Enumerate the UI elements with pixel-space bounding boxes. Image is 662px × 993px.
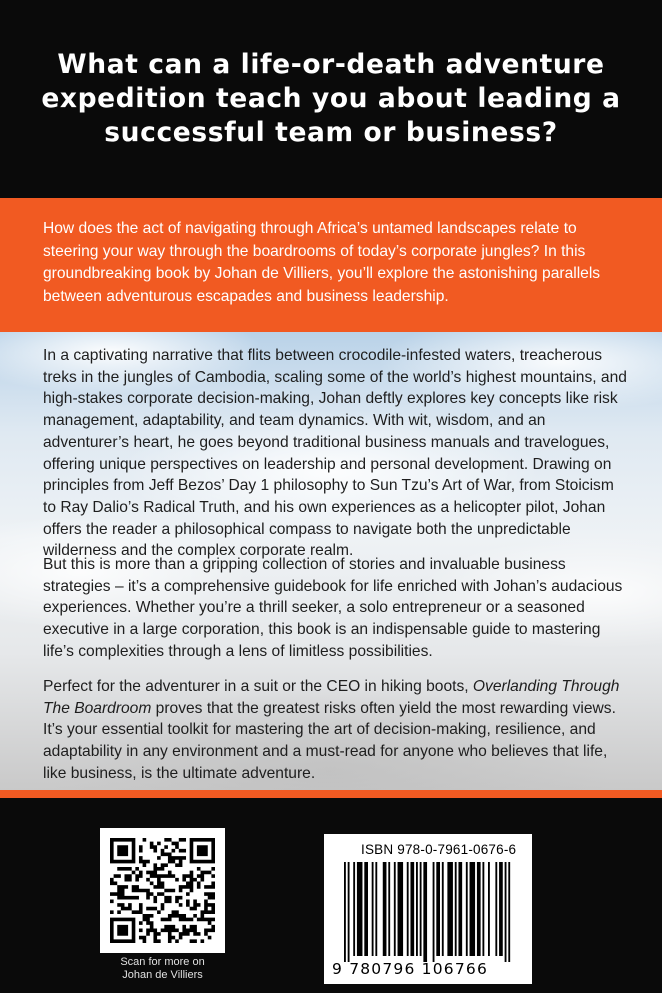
qr-code[interactable] [100,828,225,953]
body-paragraph-2: But this is more than a gripping collection of stories and invaluable business strategies – it’s a comprehensive guidebook for life enriched with Johan’s audacious experiences. Whether you’re a thrill seeker, a solo entrepreneur or a seasoned executive in a large corporation, this book is an indispensable guide to mastering life’s complexities through a lens of limitless possibilities. [43,556,623,660]
qr-caption-line-1: Scan for more on [120,956,205,968]
headline: What can a life-or-death adventure expedition teach you about leading a successful team or business? [41,49,621,148]
isbn-barcode-box [324,834,532,984]
barcode-icon [344,862,512,962]
isbn-digits: 9 780796 106766 [332,960,489,978]
isbn-label: ISBN 978-0-7961-0676-6 [361,842,517,857]
body-paragraph-3-lead: Perfect for the adventurer in a suit or the CEO in hiking boots, [43,678,473,695]
qr-code-icon [110,838,215,943]
intro-paragraph: How does the act of navigating through Africa’s untamed landscapes relate to steering your way through the boardrooms of today’s corporate jungles? In this groundbreaking book by Johan de Villiers, you’ll explore the astonishing parallels between adventurous escapades and business leadership. [43,220,601,305]
sky-background-section [0,332,662,790]
accent-stripe [0,790,662,798]
body-paragraph-3-rest: proves that the greatest risks often yield the most rewarding views. It’s your essential toolkit for mastering the art of decision-making, resilience, and adaptability in any environment and a must-read for anyone who believes that life, like business, is the ultimate adventure. [43,699,616,782]
qr-caption [100,956,225,982]
intro-band [0,198,662,332]
headline-band [0,0,662,198]
book-title-italic: Overlanding Through The Boardroom [43,678,620,717]
qr-caption-line-2: Johan de Villiers [122,969,203,981]
body-paragraph-3 [43,676,628,785]
bottom-band [0,798,662,993]
body-paragraph-1: In a captivating narrative that flits between crocodile-infested waters, treacherous treks in the jungles of Cambodia, scaling some of the world’s highest mountains, and high-stakes corporate decision-making, Johan deftly explores key concepts like risk management, adaptability, and team dynamics. With wit, wisdom, and an adventurer’s heart, he goes beyond traditional business manuals and travelogues, offering unique perspectives on leadership and personal development. Drawing on principles from Jeff Bezos’ Day 1 philosophy to Sun Tzu’s Art of War, from Stoicism to Ray Dalio’s Radical Truth, and his own experiences as a helicopter pilot, Johan offers the reader a philosophical compass to navigate both the unpredictable wilderness and the complex corporate realm. [43,347,627,560]
